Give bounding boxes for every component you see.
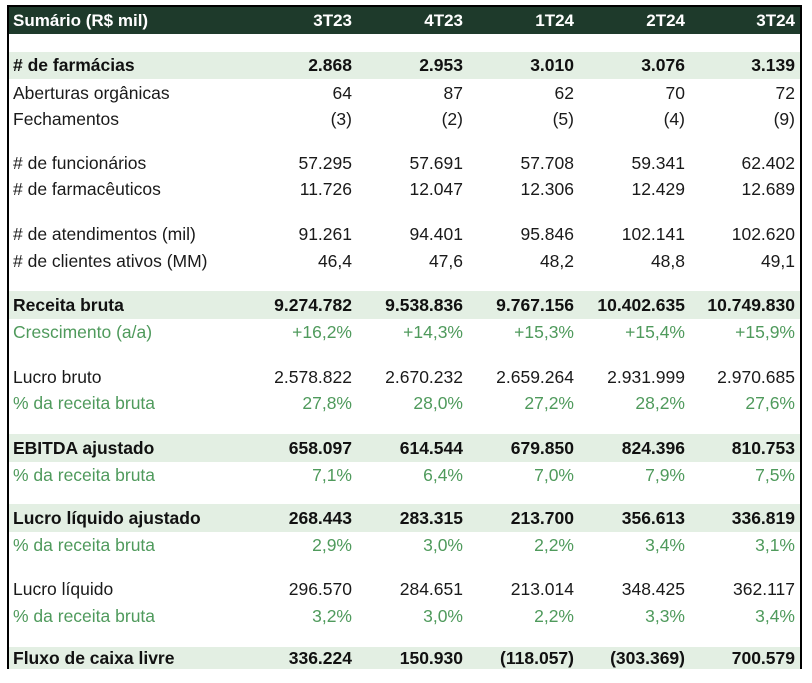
row-label: Lucro bruto bbox=[13, 366, 102, 387]
cell-value: 2.578.822 bbox=[274, 366, 352, 387]
cell-value: (303.369) bbox=[610, 647, 685, 668]
cell-value: 2.931.999 bbox=[607, 366, 685, 387]
cell-value: 57.708 bbox=[520, 152, 574, 173]
cell-value: 28,0% bbox=[413, 392, 463, 413]
cell-value: 2,2% bbox=[534, 605, 574, 626]
cell-value: 7,9% bbox=[645, 464, 685, 485]
row-organic-openings bbox=[9, 80, 800, 106]
row-gross-profit bbox=[9, 364, 800, 390]
cell-value: 213.700 bbox=[510, 507, 574, 528]
row-services bbox=[9, 221, 800, 247]
cell-value: (4) bbox=[663, 108, 685, 129]
cell-value: 6,4% bbox=[423, 464, 463, 485]
cell-value: +15,3% bbox=[514, 321, 574, 342]
cell-value: 27,8% bbox=[302, 392, 352, 413]
cell-value: 3,4% bbox=[645, 534, 685, 555]
cell-value: 12.047 bbox=[409, 178, 463, 199]
cell-value: 3,2% bbox=[312, 605, 352, 626]
row-free-cash-flow bbox=[9, 647, 800, 669]
cell-value: 268.443 bbox=[288, 507, 352, 528]
row-label: % da receita bruta bbox=[13, 392, 156, 413]
summary-table bbox=[7, 5, 802, 669]
cell-value: 3.010 bbox=[530, 55, 574, 75]
cell-value: 7,1% bbox=[312, 464, 352, 485]
row-adjusted-net-margin bbox=[9, 532, 800, 558]
table-header-row bbox=[9, 7, 800, 34]
cell-value: 48,2 bbox=[539, 250, 574, 271]
row-label: Receita bruta bbox=[13, 294, 124, 315]
cell-value: 3,1% bbox=[755, 534, 795, 555]
cell-value: 3.139 bbox=[751, 55, 795, 75]
cell-value: 3.076 bbox=[641, 55, 685, 75]
cell-value: +15,4% bbox=[625, 321, 685, 342]
cell-value: 283.315 bbox=[399, 507, 463, 528]
period-header: 1T24 bbox=[535, 10, 574, 30]
cell-value: +14,3% bbox=[403, 321, 463, 342]
cell-value: 12.306 bbox=[520, 178, 574, 199]
cell-value: 48,8 bbox=[650, 250, 685, 271]
cell-value: 10.749.830 bbox=[707, 294, 795, 315]
row-adjusted-ebitda bbox=[9, 434, 800, 462]
row-label: Aberturas orgânicas bbox=[13, 82, 170, 103]
row-label: Crescimento (a/a) bbox=[13, 321, 153, 342]
cell-value: 362.117 bbox=[733, 578, 795, 599]
cell-value: 348.425 bbox=[621, 578, 685, 599]
row-gross-margin bbox=[9, 390, 800, 416]
row-adjusted-net-income bbox=[9, 504, 800, 532]
cell-value: (118.057) bbox=[500, 647, 574, 668]
row-net-income bbox=[9, 576, 800, 602]
cell-value: 94.401 bbox=[409, 223, 463, 244]
cell-value: 27,2% bbox=[524, 392, 574, 413]
cell-value: 57.691 bbox=[409, 152, 463, 173]
cell-value: 658.097 bbox=[288, 437, 352, 458]
row-net-margin bbox=[9, 603, 800, 629]
cell-value: 9.767.156 bbox=[496, 294, 574, 315]
row-pharmacies bbox=[9, 52, 800, 79]
cell-value: 2,9% bbox=[312, 534, 352, 555]
cell-value: 150.930 bbox=[399, 647, 463, 668]
period-header: 2T24 bbox=[646, 10, 685, 30]
cell-value: +15,9% bbox=[735, 321, 795, 342]
cell-value: 2.670.232 bbox=[385, 366, 463, 387]
row-employees bbox=[9, 150, 800, 176]
cell-value: 2,2% bbox=[534, 534, 574, 555]
cell-value: 62.402 bbox=[741, 152, 795, 173]
cell-value: 87 bbox=[443, 82, 463, 103]
cell-value: 57.295 bbox=[298, 152, 352, 173]
cell-value: 72 bbox=[775, 82, 795, 103]
cell-value: 28,2% bbox=[635, 392, 685, 413]
cell-value: 91.261 bbox=[298, 223, 352, 244]
row-pharmacists bbox=[9, 176, 800, 202]
cell-value: 3,0% bbox=[423, 605, 463, 626]
cell-value: 64 bbox=[332, 82, 352, 103]
cell-value: 810.753 bbox=[731, 437, 795, 458]
cell-value: 10.402.635 bbox=[597, 294, 685, 315]
cell-value: 2.970.685 bbox=[717, 366, 795, 387]
cell-value: 2.953 bbox=[419, 55, 463, 75]
cell-value: (2) bbox=[441, 108, 463, 129]
cell-value: 3,0% bbox=[423, 534, 463, 555]
cell-value: 11.726 bbox=[299, 178, 352, 199]
cell-value: (9) bbox=[773, 108, 795, 129]
cell-value: 9.274.782 bbox=[274, 294, 352, 315]
cell-value: 356.613 bbox=[621, 507, 685, 528]
row-label: Lucro líquido bbox=[13, 578, 114, 599]
cell-value: 9.538.836 bbox=[385, 294, 463, 315]
cell-value: 679.850 bbox=[510, 437, 574, 458]
cell-value: 95.846 bbox=[520, 223, 574, 244]
row-label: % da receita bruta bbox=[13, 464, 156, 485]
row-label: % da receita bruta bbox=[13, 605, 156, 626]
row-label: # de farmácias bbox=[13, 55, 135, 75]
cell-value: 27,6% bbox=[745, 392, 795, 413]
cell-value: 2.659.264 bbox=[496, 366, 574, 387]
row-gross-revenue bbox=[9, 291, 800, 319]
cell-value: 284.651 bbox=[399, 578, 463, 599]
period-header: 3T24 bbox=[756, 10, 795, 30]
cell-value: 49,1 bbox=[760, 250, 795, 271]
row-label: # de clientes ativos (MM) bbox=[13, 250, 208, 271]
table-title: Sumário (R$ mil) bbox=[13, 10, 149, 30]
row-closures bbox=[9, 106, 800, 132]
cell-value: 59.341 bbox=[631, 152, 685, 173]
cell-value: 2.868 bbox=[308, 55, 352, 75]
row-label: Lucro líquido ajustado bbox=[13, 507, 201, 528]
cell-value: 102.141 bbox=[621, 223, 685, 244]
cell-value: 7,5% bbox=[755, 464, 795, 485]
cell-value: 3,4% bbox=[755, 605, 795, 626]
cell-value: 336.224 bbox=[288, 647, 352, 668]
cell-value: 12.689 bbox=[741, 178, 795, 199]
row-label: # de farmacêuticos bbox=[13, 178, 161, 199]
row-label: # de funcionários bbox=[13, 152, 147, 173]
cell-value: 614.544 bbox=[399, 437, 463, 458]
cell-value: 3,3% bbox=[645, 605, 685, 626]
cell-value: 7,0% bbox=[534, 464, 574, 485]
cell-value: 12.429 bbox=[631, 178, 685, 199]
row-label: # de atendimentos (mil) bbox=[13, 223, 196, 244]
row-growth bbox=[9, 319, 800, 345]
cell-value: (3) bbox=[330, 108, 352, 129]
cell-value: 102.620 bbox=[731, 223, 795, 244]
row-ebitda-margin bbox=[9, 462, 800, 488]
cell-value: +16,2% bbox=[292, 321, 352, 342]
row-label: Fechamentos bbox=[13, 108, 120, 129]
period-header: 3T23 bbox=[313, 10, 352, 30]
row-active-clients bbox=[9, 248, 800, 274]
cell-value: 700.579 bbox=[731, 647, 795, 668]
period-header: 4T23 bbox=[424, 10, 463, 30]
cell-value: 70 bbox=[665, 82, 685, 103]
cell-value: 296.570 bbox=[288, 578, 352, 599]
cell-value: 47,6 bbox=[428, 250, 463, 271]
row-label: % da receita bruta bbox=[13, 534, 156, 555]
cell-value: (5) bbox=[552, 108, 574, 129]
row-label: Fluxo de caixa livre bbox=[13, 647, 175, 668]
cell-value: 824.396 bbox=[621, 437, 685, 458]
row-label: EBITDA ajustado bbox=[13, 437, 155, 458]
cell-value: 213.014 bbox=[510, 578, 574, 599]
cell-value: 46,4 bbox=[317, 250, 352, 271]
cell-value: 62 bbox=[554, 82, 574, 103]
cell-value: 336.819 bbox=[731, 507, 795, 528]
